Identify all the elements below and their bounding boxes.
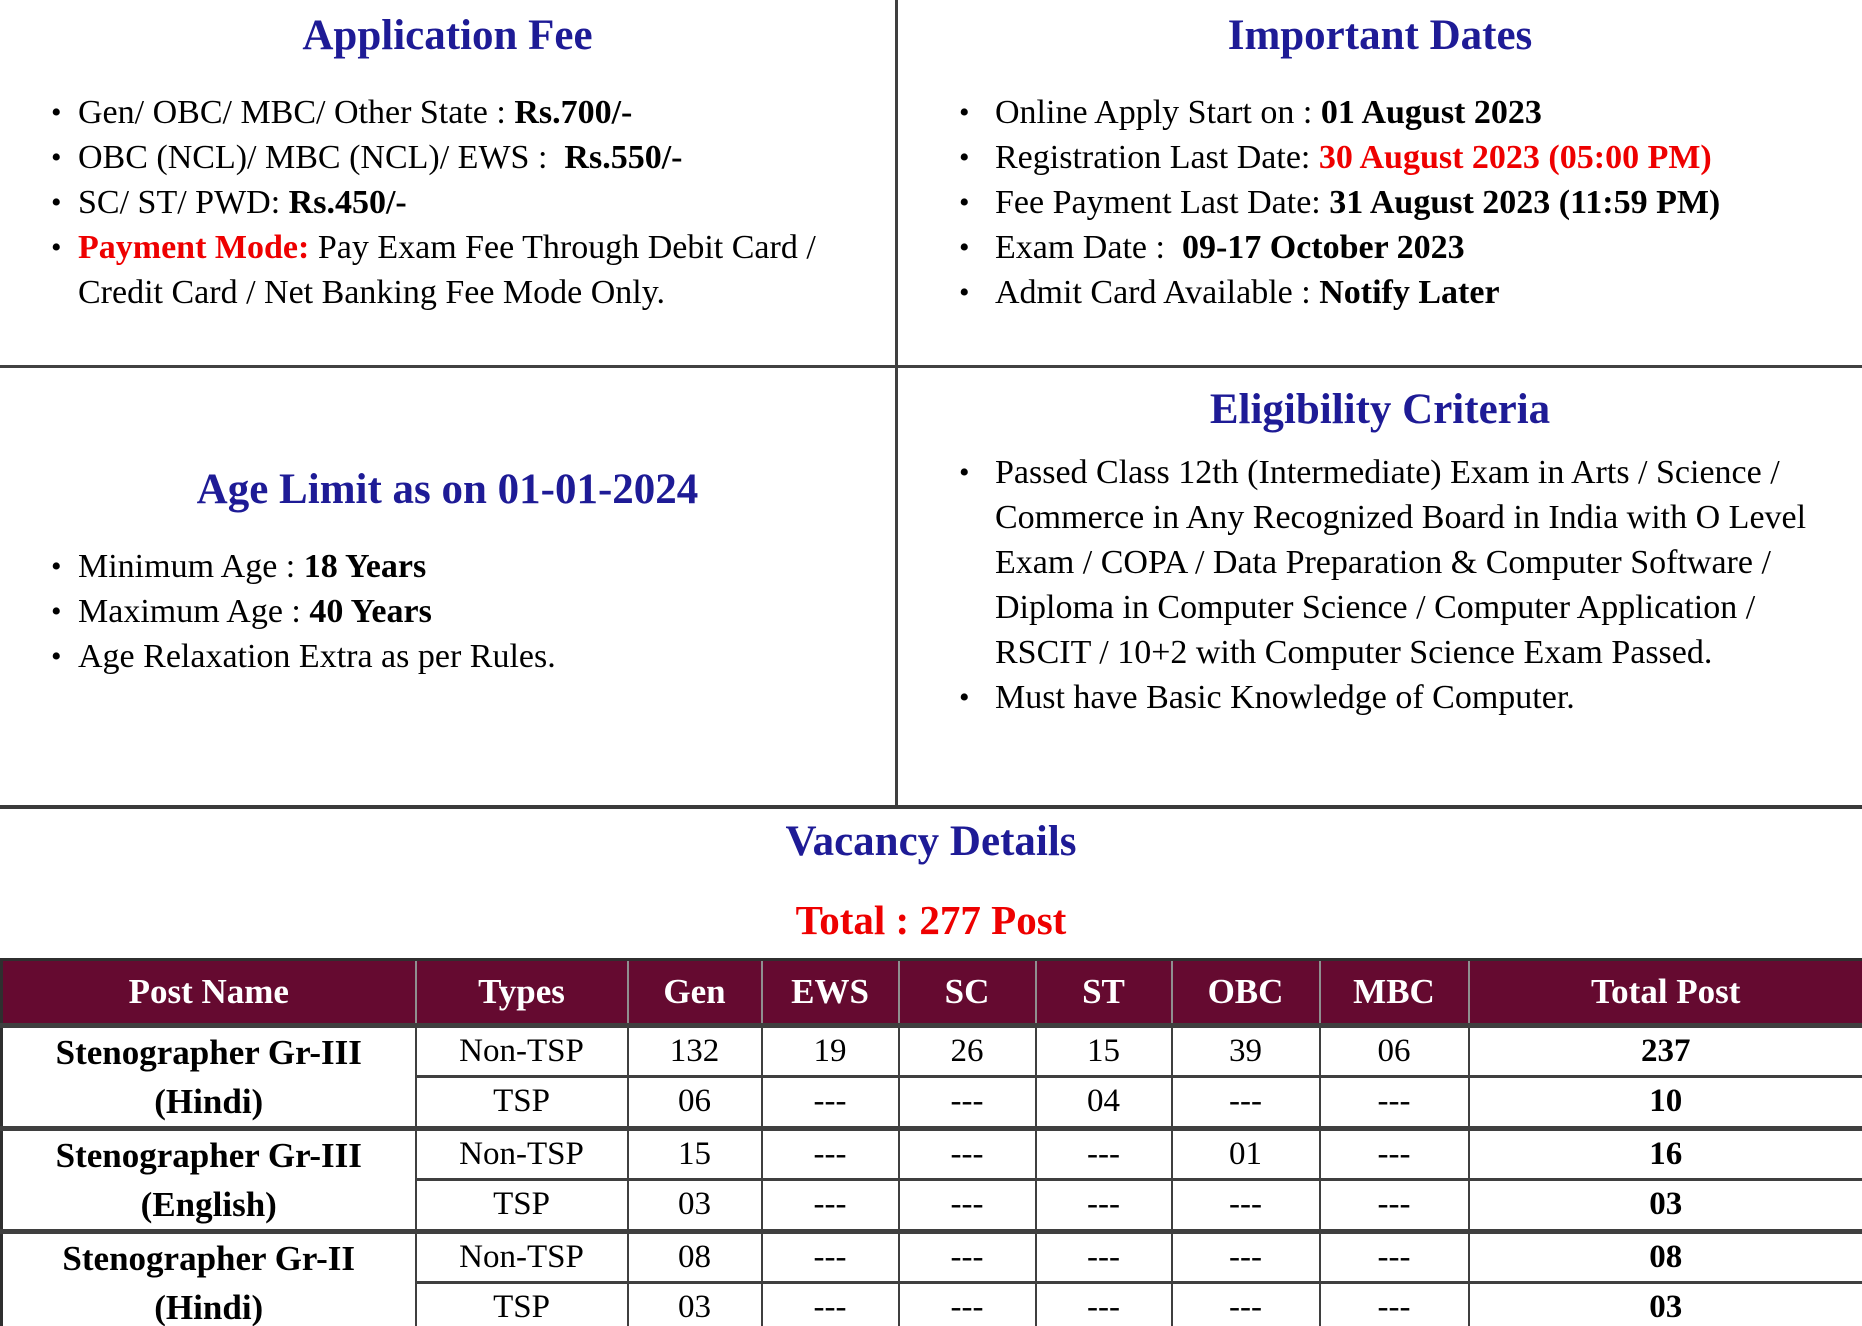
table-cell: --- <box>762 1077 899 1129</box>
post-name-cell <box>2 1128 416 1231</box>
vacancy-total: Total : 277 Post <box>795 896 1067 943</box>
table-cell: --- <box>762 1283 899 1326</box>
important-dates-section <box>898 0 1862 368</box>
table-cell: --- <box>1036 1180 1172 1232</box>
table-cell-total: 10 <box>1469 1077 1862 1129</box>
post-name-cell <box>2 1231 416 1326</box>
age-item-value: 40 Years <box>309 592 432 630</box>
date-item-registration-last <box>995 135 1844 180</box>
table-cell: --- <box>1320 1128 1469 1180</box>
eligibility-section <box>898 368 1862 805</box>
table-cell: --- <box>899 1180 1036 1232</box>
table-cell: --- <box>1172 1180 1320 1232</box>
fee-item-payment-mode <box>78 225 875 315</box>
vacancy-table <box>0 958 1862 1326</box>
table-cell: --- <box>1320 1231 1469 1283</box>
age-item-label: Minimum Age : <box>78 547 304 585</box>
table-cell: 06 <box>628 1077 762 1129</box>
fee-item-label: OBC (NCL)/ MBC (NCL)/ EWS : <box>78 138 565 176</box>
table-cell-total: 16 <box>1469 1128 1862 1180</box>
table-cell: Non-TSP <box>416 1025 628 1077</box>
table-cell: --- <box>899 1231 1036 1283</box>
date-item-value: 30 August 2023 (05:00 PM) <box>1318 138 1712 176</box>
table-cell-total: 08 <box>1469 1231 1862 1283</box>
col-header-obc: OBC <box>1172 959 1320 1025</box>
post-language: (Hindi) <box>154 1287 264 1326</box>
age-item-value: 18 Years <box>303 547 427 585</box>
vacancy-section <box>0 805 1862 1326</box>
date-item-label: Fee Payment Last Date: <box>995 183 1330 221</box>
table-cell: 03 <box>628 1283 762 1326</box>
table-cell: 15 <box>1036 1025 1172 1077</box>
table-cell: --- <box>1320 1077 1469 1129</box>
post-name: Stenographer Gr-III <box>55 1135 362 1175</box>
date-item-admit-card <box>995 270 1844 315</box>
eligibility-list <box>898 450 1862 720</box>
table-cell: 15 <box>628 1128 762 1180</box>
col-header-ews: EWS <box>762 959 899 1025</box>
eligibility-item-qualification: • Passed Class 12th (Intermediate) Exam in Arts / Science / Commerce in Any Recognized Board in India with O Level Exam / COPA / Data Preparation & Computer Software / Diploma in Computer Science / Computer Application / RSCIT / 10+2 with Computer Science Exam Passed. <box>995 450 1844 675</box>
table-cell: Non-TSP <box>416 1231 628 1283</box>
table-cell: --- <box>1036 1231 1172 1283</box>
col-header-st: ST <box>1036 959 1172 1025</box>
table-cell-total: 03 <box>1469 1180 1862 1232</box>
fee-item-amount: Rs.450/- <box>288 183 407 221</box>
age-item-label: Age Relaxation Extra as per Rules. <box>78 637 556 675</box>
date-item-value: Notify Later <box>1319 273 1500 311</box>
payment-mode-label: Payment Mode: <box>78 228 310 266</box>
table-cell: --- <box>899 1077 1036 1129</box>
vacancy-title: Vacancy Details <box>785 818 1077 865</box>
col-header-sc: SC <box>899 959 1036 1025</box>
table-row <box>2 1025 1862 1077</box>
fee-item-label: SC/ ST/ PWD: <box>78 183 289 221</box>
fee-item-amount: Rs.550/- <box>564 138 683 176</box>
table-cell: --- <box>899 1283 1036 1326</box>
post-name: Stenographer Gr-III <box>55 1032 362 1072</box>
fee-item-sc-st <box>78 180 875 225</box>
table-cell: --- <box>1172 1231 1320 1283</box>
fee-item-obc-ncl <box>78 135 875 180</box>
table-cell: 03 <box>628 1180 762 1232</box>
table-cell: 08 <box>628 1231 762 1283</box>
col-header-total-post: Total Post <box>1469 959 1862 1025</box>
table-cell: --- <box>1036 1283 1172 1326</box>
date-item-label: Exam Date : <box>995 228 1182 266</box>
table-cell: --- <box>1320 1283 1469 1326</box>
age-limit-section <box>0 368 898 805</box>
date-item-label: Admit Card Available : <box>995 273 1320 311</box>
post-language: (English) <box>140 1184 277 1224</box>
date-item-fee-last <box>995 180 1844 225</box>
table-cell: --- <box>899 1128 1036 1180</box>
table-cell-total: 237 <box>1469 1025 1862 1077</box>
post-name-cell <box>2 1025 416 1128</box>
important-dates-list <box>898 90 1862 315</box>
age-item-maximum <box>78 589 875 634</box>
age-limit-list <box>0 544 895 679</box>
age-item-label: Maximum Age : <box>78 592 310 630</box>
fee-item-general <box>78 90 875 135</box>
application-fee-section <box>0 0 898 368</box>
table-cell: 06 <box>1320 1025 1469 1077</box>
table-cell: --- <box>1036 1128 1172 1180</box>
col-header-types: Types <box>416 959 628 1025</box>
table-cell: Non-TSP <box>416 1128 628 1180</box>
table-header-row <box>2 959 1862 1025</box>
age-item-minimum <box>78 544 875 589</box>
eligibility-item-computer: • Must have Basic Knowledge of Computer. <box>995 675 1844 720</box>
table-cell: --- <box>762 1128 899 1180</box>
date-item-value: 31 August 2023 (11:59 PM) <box>1329 183 1721 221</box>
fee-item-amount: Rs.700/- <box>514 93 633 131</box>
table-cell: --- <box>762 1231 899 1283</box>
table-cell: 26 <box>899 1025 1036 1077</box>
table-cell: TSP <box>416 1283 628 1326</box>
table-row <box>2 1128 1862 1180</box>
table-cell: 39 <box>1172 1025 1320 1077</box>
important-dates-title: Important Dates <box>1227 12 1533 59</box>
post-name: Stenographer Gr-II <box>62 1238 356 1278</box>
age-item-relaxation <box>78 634 875 679</box>
col-header-mbc: MBC <box>1320 959 1469 1025</box>
col-header-gen: Gen <box>628 959 762 1025</box>
table-row <box>2 1231 1862 1283</box>
col-header-post-name: Post Name <box>2 959 416 1025</box>
table-cell: --- <box>1172 1077 1320 1129</box>
payment-mode-text: Pay Exam Fee Through Debit Card / Credit Card / Net Banking Fee Mode Only. <box>78 228 816 311</box>
table-cell: --- <box>762 1180 899 1232</box>
table-cell: --- <box>1172 1283 1320 1326</box>
date-item-apply-start <box>995 90 1844 135</box>
post-language: (Hindi) <box>154 1081 264 1121</box>
table-cell-total: 03 <box>1469 1283 1862 1326</box>
fee-item-label: Gen/ OBC/ MBC/ Other State : <box>78 93 515 131</box>
table-cell: --- <box>1320 1180 1469 1232</box>
date-item-value: 01 August 2023 <box>1320 93 1542 131</box>
date-item-label: Registration Last Date: <box>995 138 1319 176</box>
table-cell: TSP <box>416 1180 628 1232</box>
table-cell: TSP <box>416 1077 628 1129</box>
table-cell: 132 <box>628 1025 762 1077</box>
age-limit-title: Age Limit as on 01-01-2024 <box>196 466 699 513</box>
table-cell: 19 <box>762 1025 899 1077</box>
date-item-value: 09-17 October 2023 <box>1181 228 1465 266</box>
table-cell: 01 <box>1172 1128 1320 1180</box>
application-fee-list <box>0 90 895 315</box>
application-fee-title: Application Fee <box>302 12 593 59</box>
table-cell: 04 <box>1036 1077 1172 1129</box>
eligibility-title: Eligibility Criteria <box>1209 386 1551 433</box>
date-item-label: Online Apply Start on : <box>995 93 1321 131</box>
date-item-exam-date <box>995 225 1844 270</box>
